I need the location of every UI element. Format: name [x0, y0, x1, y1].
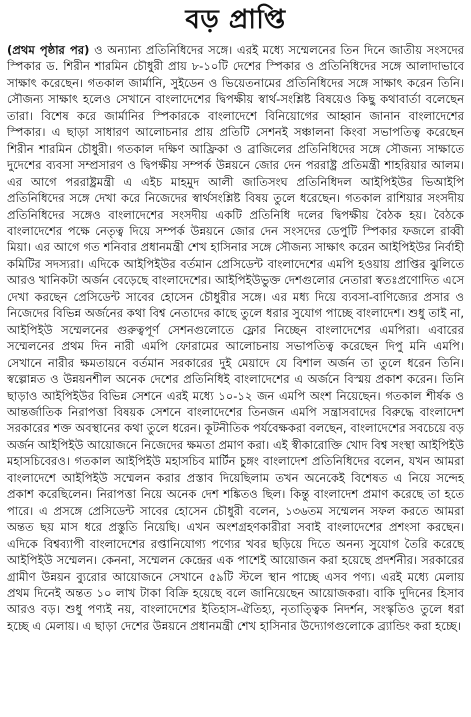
article-body — [7, 42, 464, 634]
article-headline: বড় প্রাপ্তি — [185, 5, 286, 35]
continued-from-label: (প্রথম পৃষ্ঠার পর) — [7, 43, 90, 57]
article-text: ও অন্যান্য প্রতিনিধিদের সঙ্গে। এরই মধ্যে সম্মেলনের তিন দিনে জাতীয় সংসদের স্পিকার ড. শিরীন শারমিন চৌধুরী প্রায় ৮-১০টি দেশের স্পিকার ও প্রতিনিধিদের সঙ্গে আলাদাভাবে সাক্ষাৎ করেছেন। গতকাল জার্মানি, সুইডেন ও ভিয়েতনামের প্রতিনিধিদের সঙ্গে সাক্ষাৎ করেন তিনি। সৌজন্য সাক্ষাৎ হলেও সেখানে বাংলাদেশের দ্বিপক্ষীয় স্বার্থ-সংশ্লিষ্ট বিষয়েও কিছু কথাবার্তা বলেছেন তারা। বিশেষ করে জার্মানির স্পিকারকে বাংলাদেশে বিনিয়োগের আহ্বান জানান বাংলাদেশের স্পিকার। এ ছাড়া সাধারণ আলোচনার প্রায় প্রতিটি সেশনই সঞ্চালনা কিংবা সভাপতিত্ব করেছেন শিরীন শারমিন চৌধুরী। গতকাল দক্ষিণ আফ্রিকা ও ব্রাজিলের প্রতিনিধিদের সঙ্গে সৌজন্য সাক্ষাতে দুদেশের ব্যবসা সম্প্রসারণ ও দ্বিপক্ষীয় সম্পর্ক উন্নয়নে জোর দেন পররাষ্ট্র প্রতিমন্ত্রী শাহরিয়ার আলম। এর আগে পররাষ্ট্রমন্ত্রী এ এইচ মাহমুদ আলী জাতিসংঘ প্রতিনিধিদল আইপিইউর ভিআইপি প্রতিনিধিদের সঙ্গে দেখা করে নিজেদের স্বার্থসংশ্লিষ্ট বিষয় তুলে ধরেছেন। গতকাল রাশিয়ার সংসদীয় প্রতিনিধিদের সঙ্গেও বাংলাদেশের সংসদীয় একটি প্রতিনিধি দলের দ্বিপক্ষীয় বৈঠক হয়। বৈঠকে বাংলাদেশের পক্ষে নেতৃত্ব দিয়ে সম্পর্ক উন্নয়নে জোর দেন সংসদের ডেপুটি স্পিকার ফজলে রাব্বী মিয়া। এর আগে গত শনিবার প্রধানমন্ত্রী শেখ হাসিনার সঙ্গে সৌজন্য সাক্ষাৎ করেন আইপিইউর নির্বাহী কমিটির সদস্যরা। এদিকে আইপিইউর বর্তমান প্রেসিডেন্ট বাংলাদেশের এমপি হওয়ায় প্রাপ্তির ঝুলিতে আরও খানিকটা অর্জন বেড়েছে বাংলাদেশের। আইপিইউভুক্ত দেশগুলোর নেতারা স্বতঃপ্রণোদিত এসে দেখা করছেন প্রেসিডেন্ট সাবের হোসেন চৌধুরীর সঙ্গে। এর মধ্য দিয়ে ব্যবসা-বাণিজ্যের প্রসার ও নিজেদের বিভিন্ন অর্জনের কথা বিশ্ব নেতাদের কাছে তুলে ধরার সুযোগ পাচ্ছে বাংলাদেশ। শুধু তাই না, আইপিইউ সম্মেলনের গুরুত্বপূর্ণ সেশনগুলোতে ফ্লোর নিচ্ছেন বাংলাদেশের এমপিরা। এবারের সম্মেলনের প্রথম দিন নারী এমপি ফোরামের আলোচনায় সভাপতিত্ব করেছেন দিপু মনি এমপি। সেখানে নারীর ক্ষমতায়নে বর্তমান সরকারের দুই মেয়াদে যে বিশাল অর্জন তা তুলে ধরেন তিনি। স্বল্পোন্নত ও উন্নয়নশীল অনেক দেশের প্রতিনিধিই বাংলাদেশের এ অর্জনে বিস্ময় প্রকাশ করেন। তিনি ছাড়াও আইপিইউর বিভিন্ন সেশনে এরই মধ্যে ১০-১২ জন এমপি অংশ নিয়েছেন। গতকাল শীর্ষক ও আন্তর্জাতিক নিরাপত্তা বিষয়ক সেশনে বাংলাদেশের তিনজন এমপি সন্ত্রাসবাদের বিরুদ্ধে বাংলাদেশ সরকারের শক্ত অবস্থানের কথা তুলে ধরেন। কূটনীতিক পর্যবেক্ষকরা বলছেন, বাংলাদেশের সবচেয়ে বড় অর্জন আইপিইউ আয়োজনে নিজেদের ক্ষমতা প্রমাণ করা। এই স্বীকারোক্তি খোদ বিশ্ব সংস্থা আইপিইউ মহাসচিবেরও। গতকাল আইপিইউ মহাসচিব মার্টিন চুঙ্গং বাংলাদেশ প্রতিনিধিদের বলেন, যখন আমরা বাংলাদেশে আইপিইউ সম্মেলন করার প্রস্তাব দিয়েছিলাম তখন অনেকেই বিশেষত এ নিয়ে সন্দেহ প্রকাশ করেছিলেন। নিরাপত্তা নিয়ে অনেক দেশ শঙ্কিতও ছিল। কিন্তু বাংলাদেশ প্রমাণ করেছে তা হতে পারে। এ প্রসঙ্গে প্রেসিডেন্ট সাবের হোসেন চৌধুরী বলেন, ১৩৬তম সম্মেলন সফল করতে আমরা অন্তত ছয় মাস ধরে প্রস্তুতি নিয়েছি। এখন অংশগ্রহণকারীরা সবাই বাংলাদেশের প্রশংসা করছেন। এদিকে বিশ্বব্যাপী বাংলাদেশের রপ্তানিযোগ্য পণ্যের খবর ছড়িয়ে দিতে অনন্য সুযোগ তৈরি করেছে আইপিইউ সম্মেলন। কেননা, সম্মেলন কেন্দ্রের এক পাশেই আয়োজন করা হয়েছে প্রদর্শনীর। সরকারের গ্রামীণ উন্নয়ন ব্যুরোর আয়োজনে সেখানে ৫৯টি স্টলে স্থান পাচ্ছে এসব পণ্য। এরই মধ্যে মেলায় প্রথম দিনেই অন্তত ১০ লাখ টাকা বিক্রি হয়েছে বলে জানিয়েছেন আয়োজকরা। বাকি দুদিনের হিসাব আরও বড়। শুধু পণ্যই নয়, বাংলাদেশের ইতিহাস-ঐতিহ্য, নৃতাত্ত্বিক নিদর্শন, সংস্কৃতিও তুলে ধরা হচ্ছে এ মেলায়। এ ছাড়া দেশের উন্নয়নে প্রধানমন্ত্রী শেখ হাসিনার উদ্যোগগুলোকে ব্র্যান্ডিং করা হচ্ছে। — [7, 43, 464, 633]
